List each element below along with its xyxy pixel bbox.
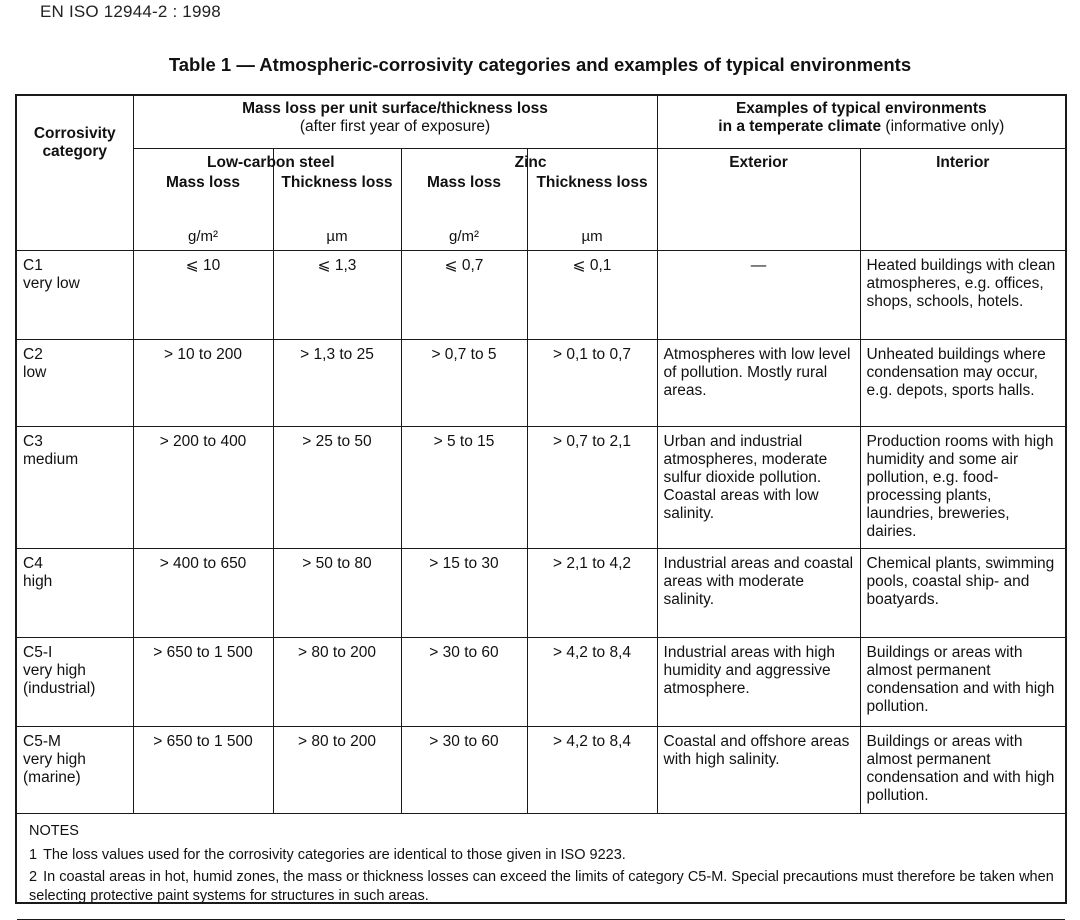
corrosivity-table-grid	[17, 96, 1065, 920]
corrosivity-table	[15, 94, 1067, 904]
steel-mass-cell: > 650 to 1 500	[133, 638, 273, 727]
header-corrosivity-category: Corrosivity category	[17, 96, 133, 251]
exterior-cell: Urban and industrial atmospheres, moderate sulfur dioxide pollution. Coastal areas with low salinity.	[657, 427, 860, 549]
exterior-cell: —	[657, 251, 860, 340]
zinc-mass-loss-label: Mass loss	[426, 174, 502, 191]
steel-mass-cell: > 650 to 1 500	[133, 727, 273, 814]
mass-loss-group-subtitle: (after first year of exposure)	[299, 118, 491, 135]
zinc-thickness-cell: > 0,1 to 0,7	[527, 340, 657, 427]
table-row	[17, 340, 1065, 427]
steel-mass-cell: > 200 to 400	[133, 427, 273, 549]
zinc-label: Zinc	[514, 154, 547, 171]
steel-thickness-cell: > 80 to 200	[273, 638, 401, 727]
notes-heading: NOTES	[29, 823, 79, 839]
steel-thickness-cell: > 50 to 80	[273, 549, 401, 638]
header-exterior: Exterior	[657, 149, 860, 251]
header-interior: Interior	[860, 149, 1065, 251]
exterior-cell: Atmospheres with low level of pollution. Mostly rural areas.	[657, 340, 860, 427]
zinc-mass-unit: g/m²	[449, 228, 479, 245]
zinc-mass-cell: > 30 to 60	[401, 727, 527, 814]
interior-cell: Unheated buildings where condensation may occur, e.g. depots, sports halls.	[860, 340, 1065, 427]
steel-thickness-unit: µm	[326, 228, 348, 245]
zinc-thickness-cell: > 0,7 to 2,1	[527, 427, 657, 549]
interior-cell: Buildings or areas with almost permanent condensation and with high pollution.	[860, 727, 1065, 814]
steel-mass-loss-label: Mass loss	[165, 174, 241, 191]
steel-thickness-cell: > 1,3 to 25	[273, 340, 401, 427]
header-mass-loss-group	[133, 96, 657, 149]
zinc-thickness-cell: > 4,2 to 8,4	[527, 638, 657, 727]
interior-cell: Production rooms with high humidity and some air pollution, e.g. food-processing plants, laundries, breweries, dairies.	[860, 427, 1065, 549]
zinc-thickness-loss-label: Thickness loss	[536, 174, 648, 191]
examples-group-title: Examples of typical environments	[735, 100, 987, 117]
steel-label: Low-carbon steel	[207, 154, 335, 171]
zinc-mass-cell: > 5 to 15	[401, 427, 527, 549]
exterior-cell: Industrial areas with high humidity and aggressive atmosphere.	[657, 638, 860, 727]
steel-thickness-cell: > 80 to 200	[273, 727, 401, 814]
interior-cell: Chemical plants, swimming pools, coastal ship- and boatyards.	[860, 549, 1065, 638]
header-zinc-thickness-loss	[527, 149, 657, 251]
zinc-thickness-cell: ⩽ 0,1	[527, 251, 657, 340]
steel-mass-unit: g/m²	[188, 228, 218, 245]
steel-thickness-loss-label: Thickness loss	[281, 174, 393, 191]
category-cell: C4 high	[17, 549, 133, 638]
interior-cell: Heated buildings with clean atmospheres, e.g. offices, shops, schools, hotels.	[860, 251, 1065, 340]
category-cell: C2 low	[17, 340, 133, 427]
notes-cell	[17, 814, 1065, 920]
steel-thickness-cell: ⩽ 1,3	[273, 251, 401, 340]
steel-mass-cell: > 10 to 200	[133, 340, 273, 427]
table-row	[17, 427, 1065, 549]
category-cell: C5-I very high (industrial)	[17, 638, 133, 727]
table-row	[17, 251, 1065, 340]
zinc-mass-cell: ⩽ 0,7	[401, 251, 527, 340]
category-cell: C1 very low	[17, 251, 133, 340]
notes-row	[17, 814, 1065, 920]
zinc-mass-cell: > 30 to 60	[401, 638, 527, 727]
examples-group-subtitle: in a temperate climate (informative only)	[718, 118, 1005, 135]
zinc-mass-cell: > 15 to 30	[401, 549, 527, 638]
exterior-cell: Coastal and offshore areas with high salinity.	[657, 727, 860, 814]
header-steel-mass-loss	[133, 149, 335, 251]
category-cell: C3 medium	[17, 427, 133, 549]
header-steel-thickness-loss	[273, 149, 401, 251]
zinc-thickness-cell: > 2,1 to 4,2	[527, 549, 657, 638]
zinc-thickness-unit: µm	[581, 228, 603, 245]
steel-thickness-cell: > 25 to 50	[273, 427, 401, 549]
mass-loss-group-title: Mass loss per unit surface/thickness loss	[242, 100, 548, 117]
steel-mass-cell: ⩽ 10	[133, 251, 273, 340]
document-reference: EN ISO 12944-2 : 1998	[40, 2, 221, 21]
note-item: 2 In coastal areas in hot, humid zones, the mass or thickness losses can exceed the limits of category C5-M. Special precautions must therefore be taken when selecting protective paint systems for structures in such areas.	[29, 869, 1054, 904]
exterior-cell: Industrial areas and coastal areas with moderate salinity.	[657, 549, 860, 638]
header-zinc-mass-loss	[401, 149, 547, 251]
table-title: Table 1 — Atmospheric-corrosivity categories and examples of typical environments	[168, 54, 912, 75]
header-examples-group	[657, 96, 1065, 149]
note-item: 1 The loss values used for the corrosivity categories are identical to those given in ISO 9223.	[29, 847, 626, 863]
category-cell: C5-M very high (marine)	[17, 727, 133, 814]
zinc-mass-cell: > 0,7 to 5	[401, 340, 527, 427]
table-row	[17, 638, 1065, 727]
table-row	[17, 549, 1065, 638]
steel-mass-cell: > 400 to 650	[133, 549, 273, 638]
table-row	[17, 727, 1065, 814]
interior-cell: Buildings or areas with almost permanent condensation and with high pollution.	[860, 638, 1065, 727]
zinc-thickness-cell: > 4,2 to 8,4	[527, 727, 657, 814]
